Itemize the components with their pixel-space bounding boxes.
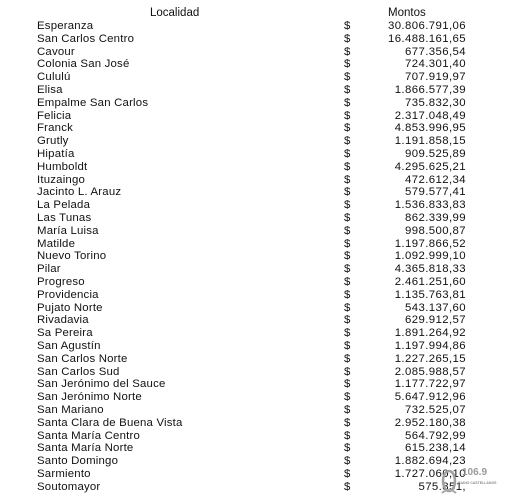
currency-symbol: $ [344, 442, 351, 455]
localidad-cell: Sa Pereira [37, 327, 93, 340]
monto-cell: 1.191.858,15 [394, 135, 466, 148]
currency-symbol: $ [344, 147, 351, 160]
currency-symbol: $ [344, 224, 351, 237]
localidad-cell: Cavour [37, 45, 75, 58]
table-row [0, 122, 507, 135]
currency-symbol: $ [344, 45, 351, 58]
table-row [0, 468, 507, 481]
monto-cell: 30.806.791,06 [387, 20, 466, 32]
table-header [0, 6, 507, 20]
table-row [0, 33, 507, 46]
localidad-cell: Progreso [37, 275, 85, 288]
table-row [0, 404, 507, 417]
monto-cell: 1.891.264,92 [394, 327, 466, 340]
currency-symbol: $ [344, 135, 351, 148]
currency-symbol: $ [344, 288, 351, 301]
table-row [0, 314, 507, 327]
table-row [0, 212, 507, 225]
monto-cell: 4.853.996,95 [394, 122, 466, 135]
table-row [0, 378, 507, 391]
localidad-cell: Pilar [37, 263, 61, 276]
localidad-cell: San Carlos Sud [37, 365, 120, 378]
monto-cell: 732.525,07 [404, 403, 466, 416]
table-row [0, 225, 507, 238]
monto-cell: 629.912,57 [404, 314, 466, 327]
table-row [0, 161, 507, 174]
monto-cell: 862.339,99 [404, 211, 466, 224]
currency-symbol: $ [344, 403, 351, 416]
table-row [0, 238, 507, 251]
watermark-frequency: 106.9 [462, 467, 488, 478]
table-row [0, 58, 507, 71]
table-body [0, 20, 507, 493]
localidad-cell: Esperanza [37, 20, 94, 32]
currency-symbol: $ [344, 275, 351, 288]
monto-cell: 909.525,89 [404, 147, 466, 160]
localidad-cell: San Jerónimo del Sauce [37, 378, 166, 391]
monto-cell: 1.197.866,52 [394, 237, 466, 250]
localidad-cell: Rivadavia [37, 314, 89, 327]
table-row [0, 391, 507, 404]
currency-symbol: $ [344, 480, 351, 493]
monto-cell: 575.851, [418, 480, 466, 493]
currency-symbol: $ [344, 301, 351, 314]
localidad-cell: Santa María Norte [37, 442, 134, 455]
monto-cell: 16.488.161,65 [387, 32, 466, 45]
currency-symbol: $ [344, 199, 351, 212]
localidad-cell: Cululú [37, 71, 71, 84]
monto-cell: 1.866.577,39 [394, 83, 466, 96]
table-row [0, 327, 507, 340]
localidad-cell: San Carlos Centro [37, 32, 135, 45]
monto-cell: 707.919,97 [404, 71, 466, 84]
monto-cell: 1.177.722,97 [394, 378, 466, 391]
currency-symbol: $ [344, 391, 351, 404]
monto-cell: 543.137,60 [404, 301, 466, 314]
localidad-cell: Soutomayor [37, 480, 101, 493]
header-localidad: Localidad [150, 7, 200, 19]
table-row [0, 199, 507, 212]
localidad-cell: Santo Domingo [37, 455, 119, 468]
table-row [0, 353, 507, 366]
localidad-cell: Hipatía [37, 147, 75, 160]
table-row [0, 417, 507, 430]
table-row [0, 186, 507, 199]
localidad-cell: Elisa [37, 83, 63, 96]
localidad-cell: Humboldt [37, 160, 88, 173]
header-montos: Montos [388, 7, 426, 19]
currency-symbol: $ [344, 109, 351, 122]
monto-cell: 2.461.251,60 [394, 275, 466, 288]
localidad-cell: Felicia [37, 109, 72, 122]
table-row [0, 481, 507, 494]
table-row [0, 97, 507, 110]
localidad-cell: Nuevo Torino [37, 250, 107, 263]
monto-cell: 2.317.048,49 [394, 109, 466, 122]
localidad-cell: Sarmiento [37, 467, 91, 480]
monto-cell: 998.500,87 [404, 224, 466, 237]
localidad-cell: San Jerónimo Norte [37, 391, 142, 404]
localidad-cell: Franck [37, 122, 74, 135]
localidad-cell: Colonia San José [37, 58, 130, 71]
localidad-cell: Santa María Centro [37, 429, 141, 442]
currency-symbol: $ [344, 96, 351, 109]
watermark-tagline: RADIO CASTELLANOS [458, 481, 497, 485]
table-row [0, 340, 507, 353]
currency-symbol: $ [344, 160, 351, 173]
table-row [0, 84, 507, 97]
currency-symbol: $ [344, 455, 351, 468]
monto-cell: 4.295.625,21 [394, 160, 466, 173]
currency-symbol: $ [344, 467, 351, 480]
localidad-cell: Jacinto L. Arauz [37, 186, 122, 199]
currency-symbol: $ [344, 32, 351, 45]
localidad-cell: Empalme San Carlos [37, 96, 149, 109]
monto-cell: 615.238,14 [404, 442, 466, 455]
table-row [0, 46, 507, 59]
table-row [0, 71, 507, 84]
monto-cell: 735.832,30 [404, 96, 466, 109]
currency-symbol: $ [344, 173, 351, 186]
currency-symbol: $ [344, 186, 351, 199]
monto-cell: 472.612,34 [404, 173, 466, 186]
currency-symbol: $ [344, 429, 351, 442]
currency-symbol: $ [344, 327, 351, 340]
monto-cell: 1.882.694,23 [394, 455, 466, 468]
currency-symbol: $ [344, 352, 351, 365]
localidad-cell: Matilde [37, 237, 76, 250]
table-row [0, 442, 507, 455]
monto-cell: 1.197.994,86 [394, 339, 466, 352]
monto-cell: 2.952.180,38 [394, 416, 466, 429]
currency-symbol: $ [344, 314, 351, 327]
monto-cell: 1.536.833,83 [394, 199, 466, 212]
monto-cell: 5.647.912,96 [394, 391, 466, 404]
monto-cell: 2.085.988,57 [394, 365, 466, 378]
table-row [0, 174, 507, 187]
currency-symbol: $ [344, 122, 351, 135]
radio-logo-icon [438, 468, 460, 496]
currency-symbol: $ [344, 83, 351, 96]
currency-symbol: $ [344, 263, 351, 276]
monto-cell: 1.092.999,10 [394, 250, 466, 263]
table-row [0, 289, 507, 302]
currency-symbol: $ [344, 250, 351, 263]
currency-symbol: $ [344, 365, 351, 378]
monto-cell: 724.301,40 [404, 58, 466, 71]
table-row [0, 455, 507, 468]
table-row [0, 430, 507, 443]
localidad-cell: Providencia [37, 288, 99, 301]
monto-cell: 579.577,41 [404, 186, 466, 199]
table-row [0, 148, 507, 161]
localidad-cell: San Mariano [37, 403, 104, 416]
currency-symbol: $ [344, 58, 351, 71]
monto-cell: 564.792,99 [404, 429, 466, 442]
monto-cell: 1.227.265,15 [394, 352, 466, 365]
localidad-cell: La Pelada [37, 199, 91, 212]
table-row [0, 366, 507, 379]
table-row [0, 263, 507, 276]
localidad-cell: San Agustín [37, 339, 101, 352]
currency-symbol: $ [344, 211, 351, 224]
currency-symbol: $ [344, 71, 351, 84]
radio-watermark [438, 466, 504, 498]
localidad-cell: Las Tunas [37, 211, 92, 224]
localidad-cell: Santa Clara de Buena Vista [37, 416, 183, 429]
monto-cell: 1.727.060,10 [394, 467, 466, 480]
table-row [0, 135, 507, 148]
monto-cell: 1.135.763,81 [394, 288, 466, 301]
monto-cell: 677.356,54 [404, 45, 466, 58]
localidad-cell: Ituzaingo [37, 173, 86, 186]
localidad-cell: San Carlos Norte [37, 352, 128, 365]
currency-symbol: $ [344, 339, 351, 352]
currency-symbol: $ [344, 20, 351, 32]
currency-symbol: $ [344, 378, 351, 391]
table-row [0, 276, 507, 289]
currency-symbol: $ [344, 416, 351, 429]
table-row [0, 110, 507, 123]
localidad-cell: Grutly [37, 135, 69, 148]
table-row [0, 20, 507, 33]
monto-cell: 4.365.818,33 [394, 263, 466, 276]
table-row [0, 250, 507, 263]
localidad-cell: Pujato Norte [37, 301, 103, 314]
currency-symbol: $ [344, 237, 351, 250]
localidad-cell: María Luisa [37, 224, 99, 237]
table-row [0, 302, 507, 315]
